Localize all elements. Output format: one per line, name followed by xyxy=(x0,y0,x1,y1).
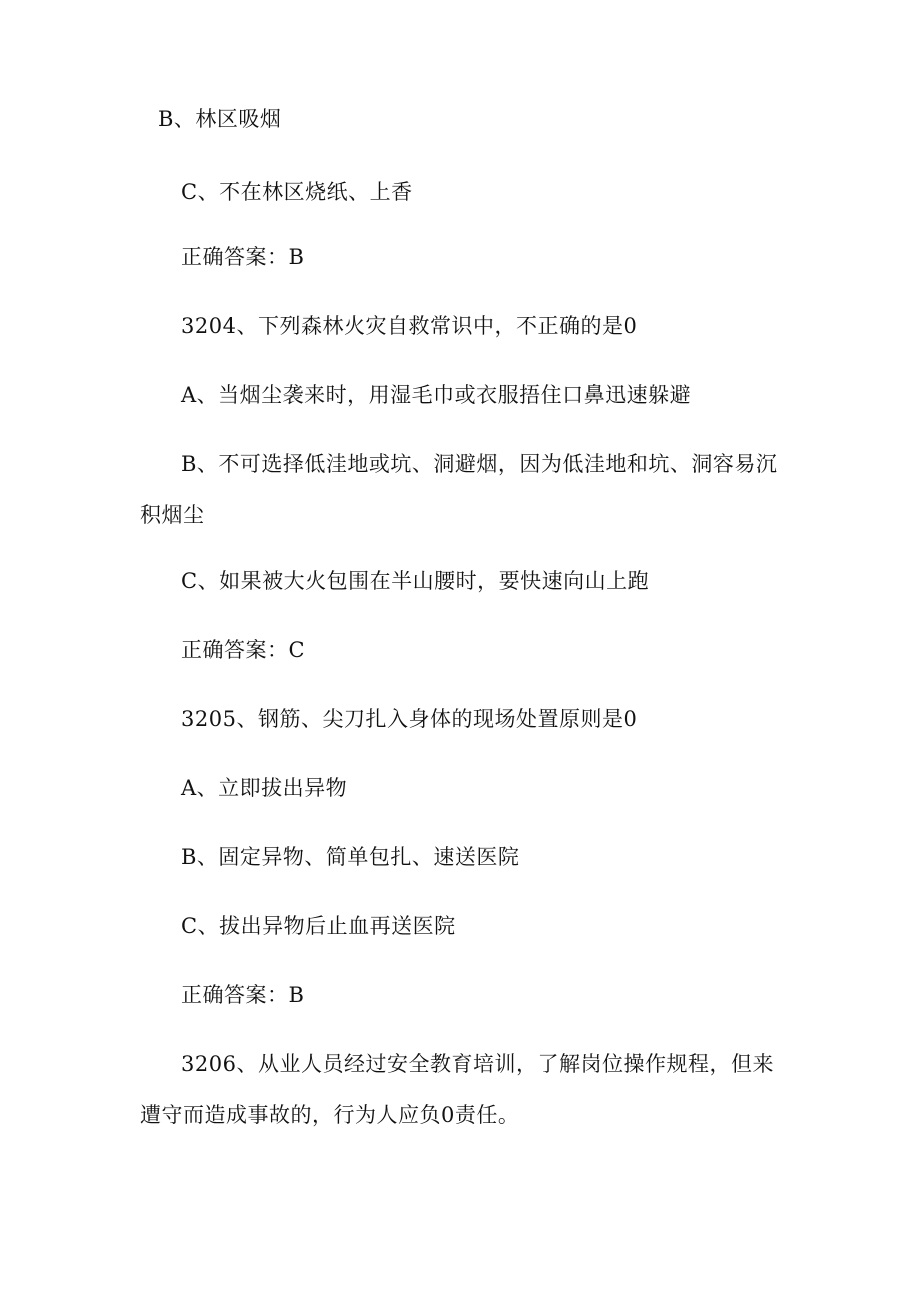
option-b-continuation: 积烟尘 xyxy=(140,503,205,527)
question-3205: 3205、钢筋、尖刀扎入身体的现场处置原则是0 xyxy=(181,707,638,731)
answer-line: 正确答案：C xyxy=(181,638,306,662)
answer-line: 正确答案：B xyxy=(181,983,305,1007)
option-c-line: C、不在林区烧纸、上香 xyxy=(181,180,413,204)
option-c-line: C、拔出异物后止血再送医院 xyxy=(181,914,456,938)
option-b-line: B、林区吸烟 xyxy=(158,107,282,131)
question-3204: 3204、下列森林火灾自救常识中，不正确的是0 xyxy=(181,314,638,338)
option-a-line: A、立即拔出异物 xyxy=(181,776,348,800)
option-b-line: B、不可选择低洼地或坑、洞避烟，因为低洼地和坑、洞容易沉 xyxy=(181,452,778,476)
question-3206-continuation: 遭守而造成事故的，行为人应负0责任。 xyxy=(140,1103,520,1127)
option-b-line: B、固定异物、简单包扎、速送医院 xyxy=(181,845,520,869)
question-3206: 3206、从业人员经过安全教育培训，了解岗位操作规程，但来 xyxy=(181,1052,774,1076)
option-a-line: A、当烟尘袭来时，用湿毛巾或衣服捂住口鼻迅速躲避 xyxy=(181,383,692,407)
option-c-line: C、如果被大火包围在半山腰时，要快速向山上跑 xyxy=(181,569,650,593)
answer-line: 正确答案：B xyxy=(181,245,305,269)
